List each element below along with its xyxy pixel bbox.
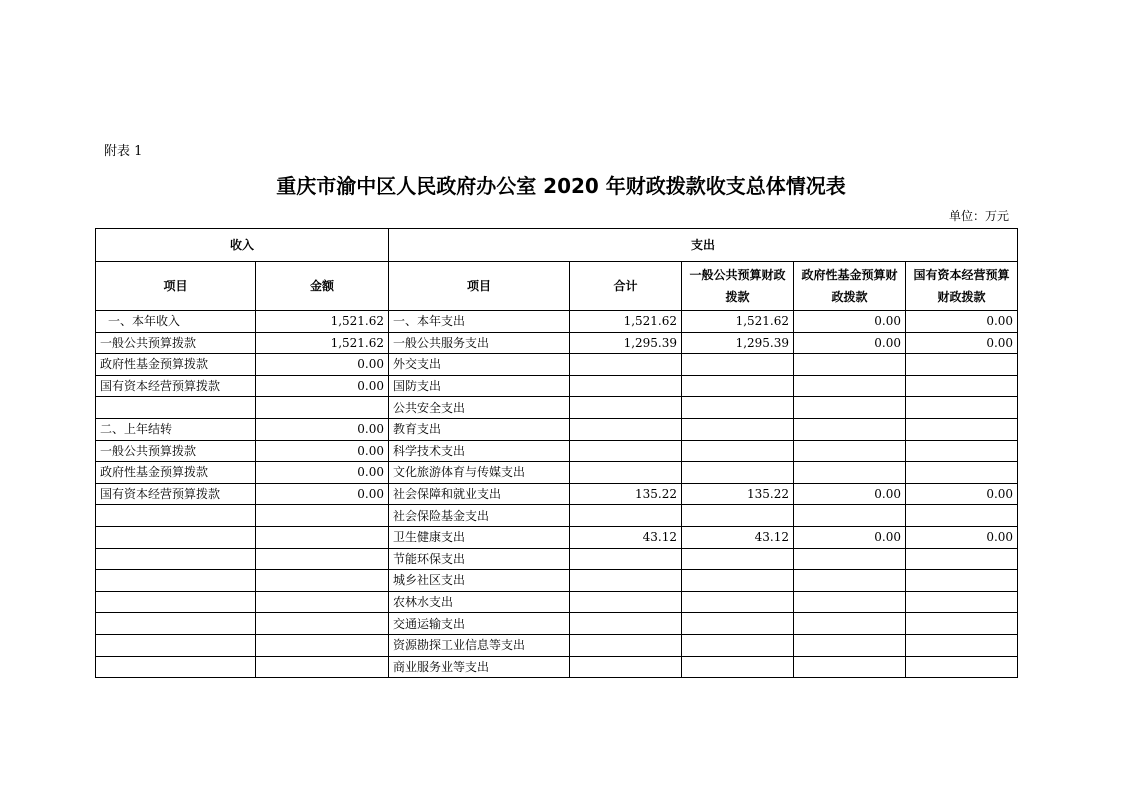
income-amount-cell — [256, 570, 389, 592]
attachment-label: 附表 1 — [104, 144, 143, 159]
income-amount-cell — [256, 526, 389, 548]
income-amount-cell — [256, 548, 389, 570]
exp-general-cell — [682, 375, 794, 397]
exp-total-cell — [570, 397, 682, 419]
exp-fund-cell — [794, 418, 906, 440]
income-item-cell — [96, 526, 256, 548]
table-row — [96, 418, 1018, 440]
exp-fund-cell — [794, 462, 906, 484]
exp-item-cell: 社会保险基金支出 — [389, 505, 570, 527]
exp-total-cell — [570, 570, 682, 592]
exp-total-cell — [570, 548, 682, 570]
exp-item-cell: 农林水支出 — [389, 591, 570, 613]
exp-fund-cell — [794, 354, 906, 376]
exp-total-cell: 1,521.62 — [570, 311, 682, 333]
exp-item-cell: 卫生健康支出 — [389, 526, 570, 548]
exp-state-cell: 0.00 — [906, 526, 1018, 548]
exp-general-cell — [682, 570, 794, 592]
exp-general-cell — [682, 462, 794, 484]
page-title: 重庆市渝中区人民政府办公室 2020 年财政拨款收支总体情况表 — [276, 174, 846, 198]
exp-state-cell — [906, 397, 1018, 419]
exp-item-cell: 公共安全支出 — [389, 397, 570, 419]
exp-total-cell — [570, 354, 682, 376]
exp-state-cell — [906, 570, 1018, 592]
exp-state-cell — [906, 418, 1018, 440]
income-amount-cell — [256, 634, 389, 656]
exp-fund-cell — [794, 548, 906, 570]
income-item-cell — [96, 570, 256, 592]
exp-fund-cell — [794, 591, 906, 613]
exp-state-cell — [906, 354, 1018, 376]
exp-general-cell: 1,521.62 — [682, 311, 794, 333]
exp-total-cell — [570, 656, 682, 678]
income-amount-cell: 0.00 — [256, 375, 389, 397]
income-item-cell: 国有资本经营预算拨款 — [96, 375, 256, 397]
table-row — [96, 462, 1018, 484]
exp-state-cell — [906, 656, 1018, 678]
exp-general-cell — [682, 591, 794, 613]
exp-total-cell: 43.12 — [570, 526, 682, 548]
income-amount-cell: 0.00 — [256, 483, 389, 505]
income-item-cell — [96, 656, 256, 678]
exp-item-cell: 国防支出 — [389, 375, 570, 397]
exp-general-cell — [682, 418, 794, 440]
expenditure-section-header: 支出 — [389, 229, 1018, 262]
income-amount-cell: 0.00 — [256, 440, 389, 462]
exp-state-cell — [906, 548, 1018, 570]
income-item-cell: 一般公共预算拨款 — [96, 332, 256, 354]
exp-general-cell — [682, 354, 794, 376]
exp-item-cell: 文化旅游体育与传媒支出 — [389, 462, 570, 484]
exp-fund-cell: 0.00 — [794, 483, 906, 505]
exp-item-cell: 节能环保支出 — [389, 548, 570, 570]
col-header-exp-item: 项目 — [389, 262, 570, 311]
income-item-cell: 一般公共预算拨款 — [96, 440, 256, 462]
exp-general-cell — [682, 548, 794, 570]
income-item-cell: 国有资本经营预算拨款 — [96, 483, 256, 505]
income-item-cell — [96, 634, 256, 656]
income-amount-cell — [256, 505, 389, 527]
column-header-row — [96, 262, 1018, 311]
col-header-exp-state: 国有资本经营预算财政拨款 — [906, 262, 1018, 311]
exp-total-cell — [570, 634, 682, 656]
income-section-header: 收入 — [96, 229, 389, 262]
table-row — [96, 397, 1018, 419]
exp-item-cell: 商业服务业等支出 — [389, 656, 570, 678]
unit-label: 单位：万元 — [948, 209, 1009, 223]
income-item-cell — [96, 505, 256, 527]
table-row — [96, 354, 1018, 376]
table-row — [96, 634, 1018, 656]
exp-item-cell: 外交支出 — [389, 354, 570, 376]
income-item-cell — [96, 591, 256, 613]
income-amount-cell: 0.00 — [256, 462, 389, 484]
exp-general-cell: 1,295.39 — [682, 332, 794, 354]
table-row — [96, 613, 1018, 635]
table-row — [96, 591, 1018, 613]
exp-total-cell — [570, 505, 682, 527]
table-row — [96, 570, 1018, 592]
exp-fund-cell: 0.00 — [794, 526, 906, 548]
exp-state-cell — [906, 505, 1018, 527]
exp-state-cell: 0.00 — [906, 332, 1018, 354]
exp-fund-cell — [794, 505, 906, 527]
income-amount-cell: 1,521.62 — [256, 311, 389, 333]
exp-general-cell — [682, 397, 794, 419]
col-header-income-amount: 金额 — [256, 262, 389, 311]
exp-state-cell: 0.00 — [906, 311, 1018, 333]
exp-fund-cell — [794, 570, 906, 592]
exp-general-cell — [682, 440, 794, 462]
budget-table — [95, 228, 1018, 678]
exp-state-cell — [906, 375, 1018, 397]
exp-fund-cell — [794, 634, 906, 656]
income-amount-cell: 0.00 — [256, 354, 389, 376]
table-row — [96, 440, 1018, 462]
exp-fund-cell — [794, 440, 906, 462]
table-row — [96, 656, 1018, 678]
exp-item-cell: 科学技术支出 — [389, 440, 570, 462]
col-header-exp-fund: 政府性基金预算财政拨款 — [794, 262, 906, 311]
exp-item-cell: 城乡社区支出 — [389, 570, 570, 592]
exp-fund-cell — [794, 656, 906, 678]
exp-general-cell — [682, 634, 794, 656]
exp-item-cell: 资源勘探工业信息等支出 — [389, 634, 570, 656]
exp-item-cell: 一般公共服务支出 — [389, 332, 570, 354]
exp-item-cell: 教育支出 — [389, 418, 570, 440]
exp-general-cell — [682, 656, 794, 678]
exp-general-cell — [682, 613, 794, 635]
income-item-cell: 二、上年结转 — [96, 418, 256, 440]
table-row — [96, 548, 1018, 570]
col-header-income-item: 项目 — [96, 262, 256, 311]
income-item-cell — [96, 548, 256, 570]
table-row — [96, 311, 1018, 333]
exp-state-cell: 0.00 — [906, 483, 1018, 505]
exp-total-cell — [570, 375, 682, 397]
exp-total-cell — [570, 462, 682, 484]
exp-total-cell — [570, 418, 682, 440]
income-item-cell: 政府性基金预算拨款 — [96, 354, 256, 376]
exp-general-cell: 135.22 — [682, 483, 794, 505]
exp-total-cell: 1,295.39 — [570, 332, 682, 354]
col-header-exp-total: 合计 — [570, 262, 682, 311]
table-row — [96, 332, 1018, 354]
exp-state-cell — [906, 440, 1018, 462]
income-amount-cell — [256, 397, 389, 419]
exp-item-cell: 社会保障和就业支出 — [389, 483, 570, 505]
table-row — [96, 375, 1018, 397]
income-amount-cell: 0.00 — [256, 418, 389, 440]
exp-general-cell: 43.12 — [682, 526, 794, 548]
income-item-cell — [96, 613, 256, 635]
exp-fund-cell — [794, 397, 906, 419]
income-amount-cell — [256, 591, 389, 613]
table-row — [96, 526, 1018, 548]
exp-total-cell — [570, 613, 682, 635]
income-amount-cell — [256, 656, 389, 678]
section-header-row — [96, 229, 1018, 262]
income-amount-cell: 1,521.62 — [256, 332, 389, 354]
exp-fund-cell: 0.00 — [794, 311, 906, 333]
exp-state-cell — [906, 591, 1018, 613]
table-row — [96, 505, 1018, 527]
exp-fund-cell: 0.00 — [794, 332, 906, 354]
exp-item-cell: 交通运输支出 — [389, 613, 570, 635]
exp-general-cell — [682, 505, 794, 527]
exp-total-cell — [570, 591, 682, 613]
income-amount-cell — [256, 613, 389, 635]
exp-state-cell — [906, 613, 1018, 635]
income-item-cell — [96, 397, 256, 419]
exp-total-cell: 135.22 — [570, 483, 682, 505]
exp-fund-cell — [794, 613, 906, 635]
exp-item-cell: 一、本年支出 — [389, 311, 570, 333]
exp-total-cell — [570, 440, 682, 462]
income-item-cell: 一、本年收入 — [96, 311, 256, 333]
income-item-cell: 政府性基金预算拨款 — [96, 462, 256, 484]
exp-state-cell — [906, 634, 1018, 656]
table-row — [96, 483, 1018, 505]
exp-state-cell — [906, 462, 1018, 484]
exp-fund-cell — [794, 375, 906, 397]
col-header-exp-general: 一般公共预算财政拨款 — [682, 262, 794, 311]
